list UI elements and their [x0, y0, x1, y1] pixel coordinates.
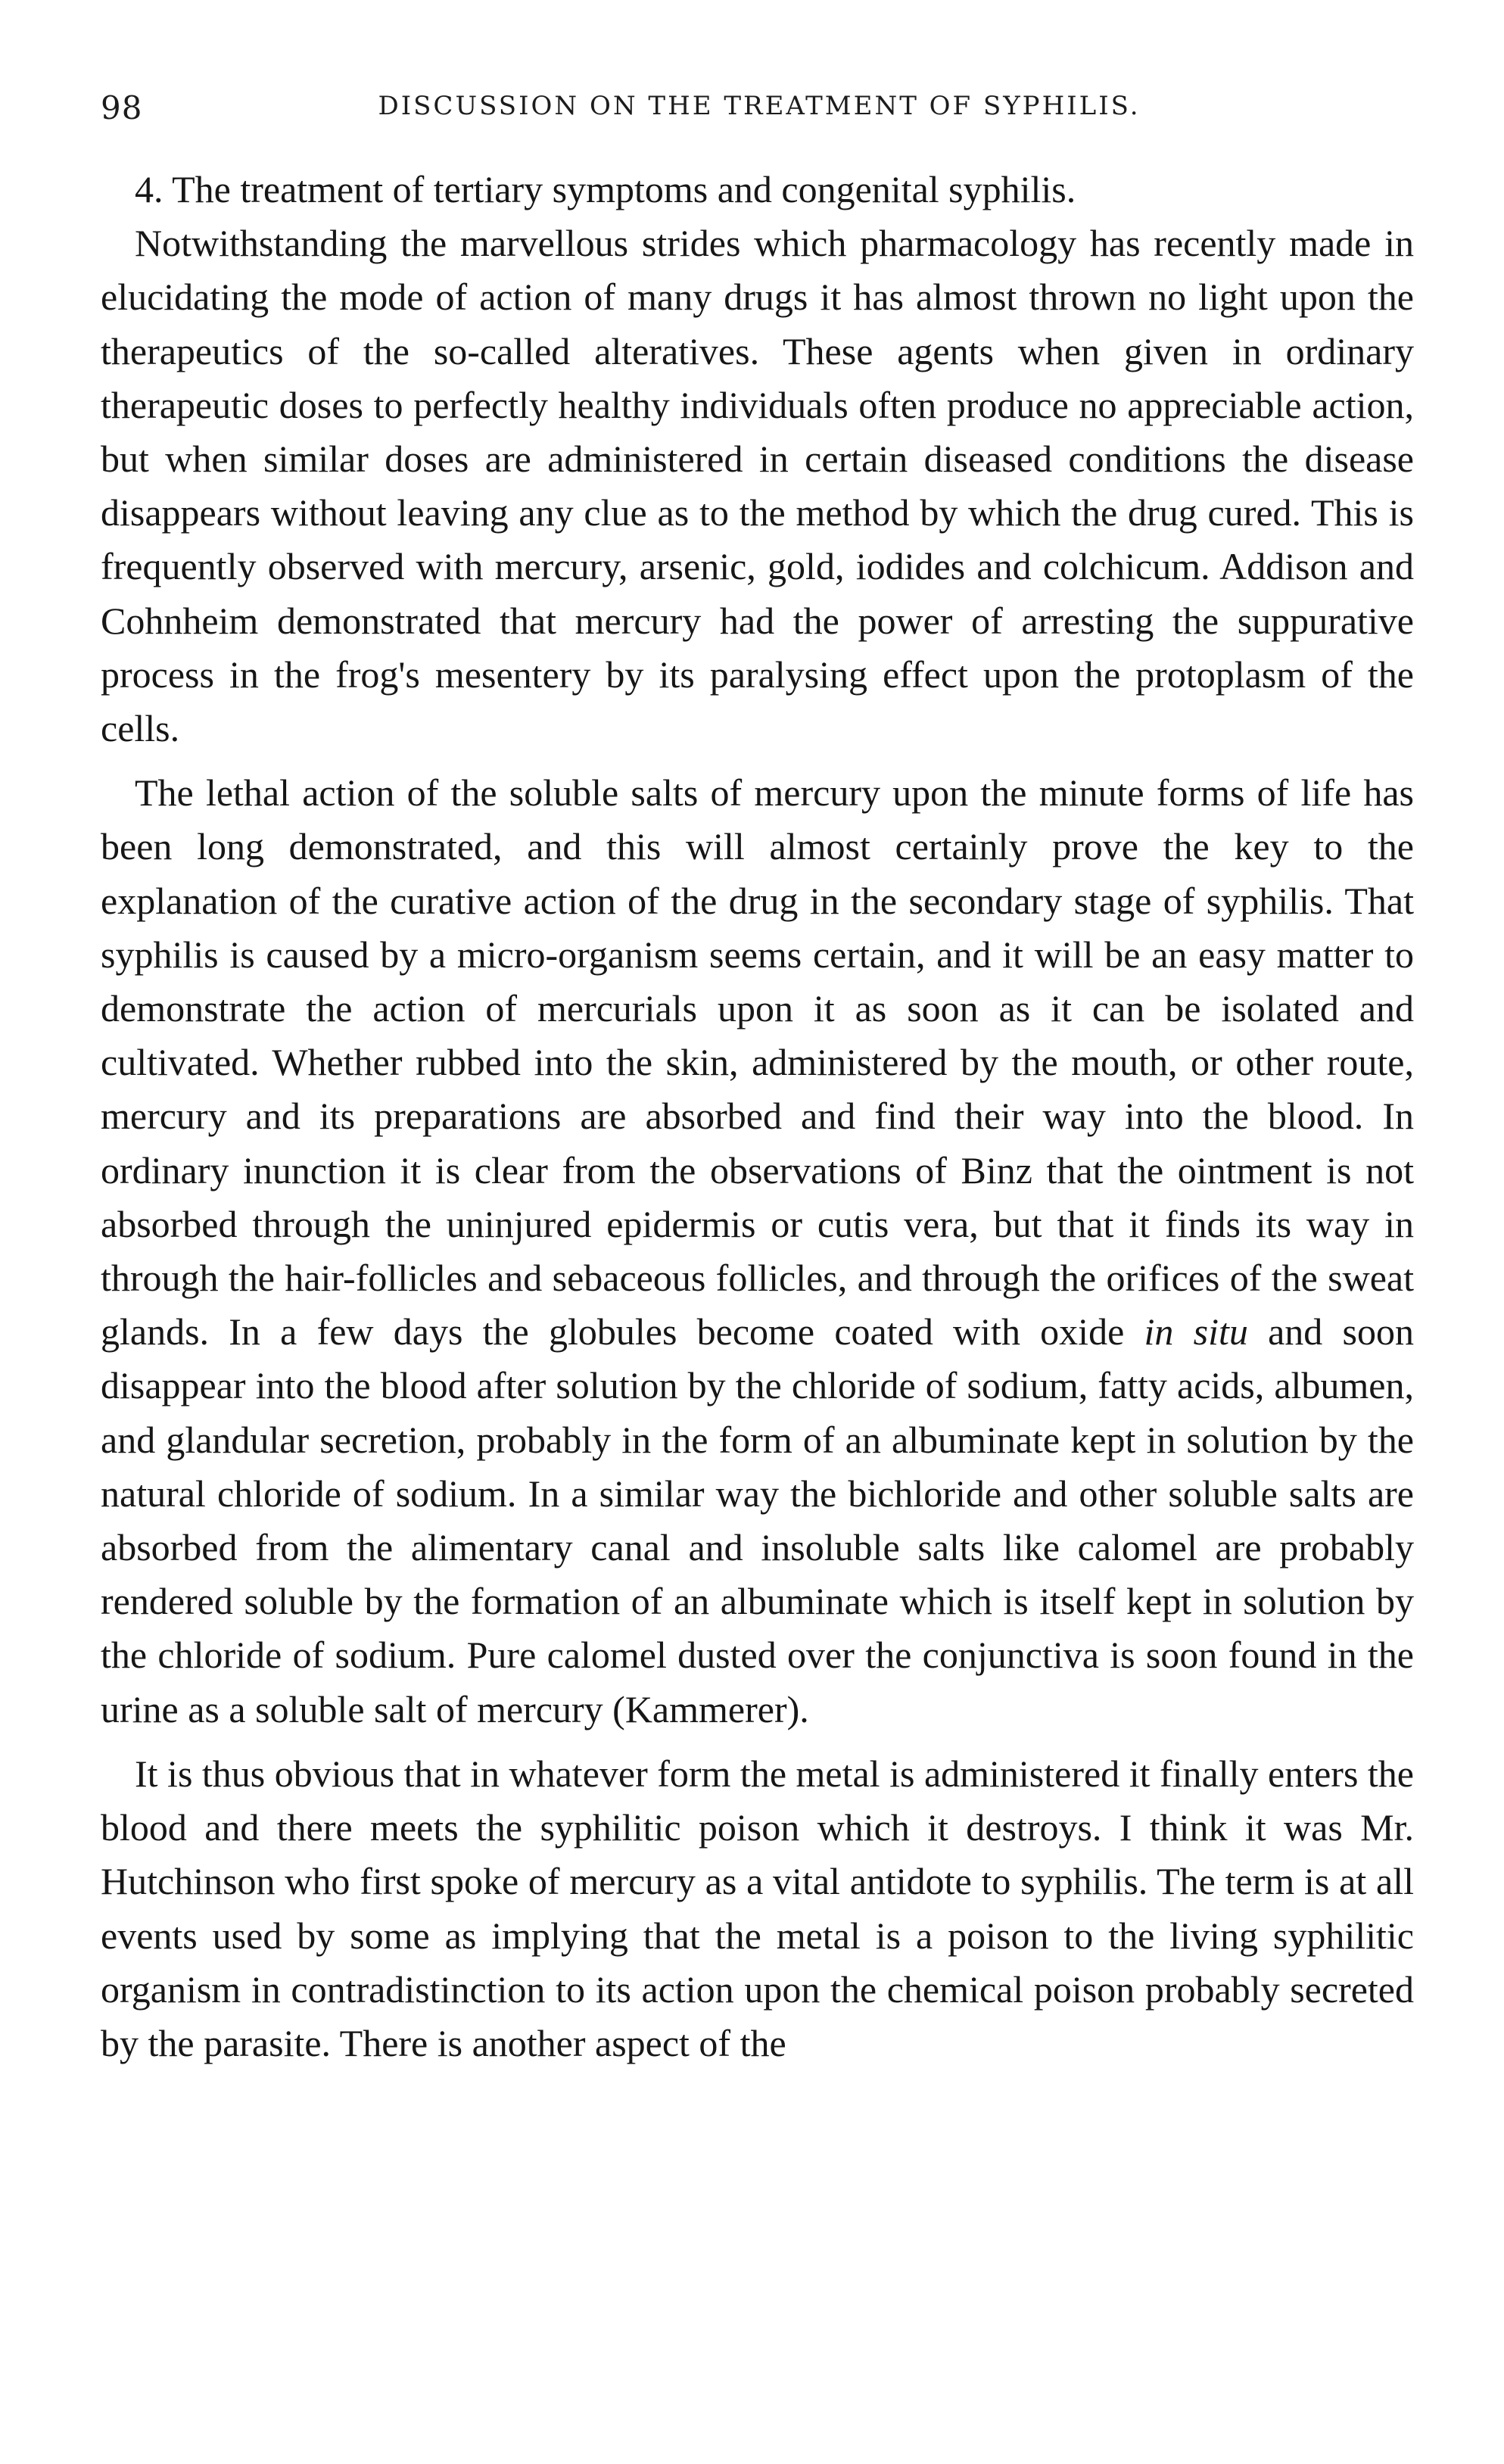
running-title: DISCUSSION ON THE TREATMENT OF SYPHILIS. [378, 91, 1141, 121]
section-heading: 4. The treatment of tertiary symptoms and congenital syphilis. [135, 168, 1076, 210]
body-text [101, 163, 1414, 2070]
paragraph-2 [101, 766, 1414, 1737]
paragraph-2-text-b: and soon disappear into the blood after solution by the chloride of sodium, fatty acids, albumen, and glandular secretion, probably in the form of an albuminate kept in solution by the natural chloride of sodium. In a similar way the bichloride and other soluble salts are absorbed from the alimentary canal and insoluble salts like calomel are probably rendered soluble by the formation of an albuminate which is itself kept in solution by the chloride of sodium. Pure calomel dusted over the conjunctiva is soon found in the urine as a soluble salt of mercury (Kammerer). [101, 1310, 1414, 1730]
page-header [101, 89, 1418, 142]
paragraph-2-text-a: The lethal action of the soluble salts of mercury upon the minute forms of life has been long demonstrated, and this will almost certainly prove the key to the explanation of the curative action of the drug in the secondary stage of syphilis. That syphilis is caused by a micro-organism seems certain, and it will be an easy matter to demonstrate the action of mercurials upon it as soon as it can be isolated and cultivated. Whether rubbed into the skin, administered by the mouth, or other route, mercury and its preparations are absorbed and find their way into the blood. In ordinary inunction it is clear from the observations of Binz that the ointment is not absorbed through the uninjured epidermis or cutis vera, but that it finds its way in through the hair-follicles and sebaceous follicles, and through the orifices of the sweat glands. In a few days the globules become coated with oxide [101, 771, 1414, 1353]
paragraph-3: It is thus obvious that in whatever form the metal is administered it finally enters the blood and there meets the syphilitic poison which it destroys. I think it was Mr. Hutchinson who first spoke of mercury as a vital antidote to syphilis. The term is at all events used by some as implying that the metal is a poison to the living syphilitic organism in contradistinction to its action upon the chemical poison probably secreted by the parasite. There is another aspect of the [101, 1752, 1414, 2064]
paragraph-2-italic: in situ [1144, 1310, 1248, 1353]
page-number: 98 [101, 89, 143, 126]
paragraph-1: Notwithstanding the marvellous strides which pharmacology has recently made in elucidating the mode of action of many drugs it has almost thrown no light upon the therapeutics of the so-called alteratives. These agents when given in ordinary therapeutic doses to perfectly healthy individuals often produce no appreciable action, but when similar doses are administered in certain diseased conditions the disease disappears without leaving any clue as to the method by which the drug cured. This is frequently observed with mercury, arsenic, gold, iodides and colchicum. Addison and Cohnheim demonstrated that mercury had the power of arresting the suppurative process in the frog's mesentery by its paralysing effect upon the protoplasm of the cells. [101, 222, 1414, 750]
